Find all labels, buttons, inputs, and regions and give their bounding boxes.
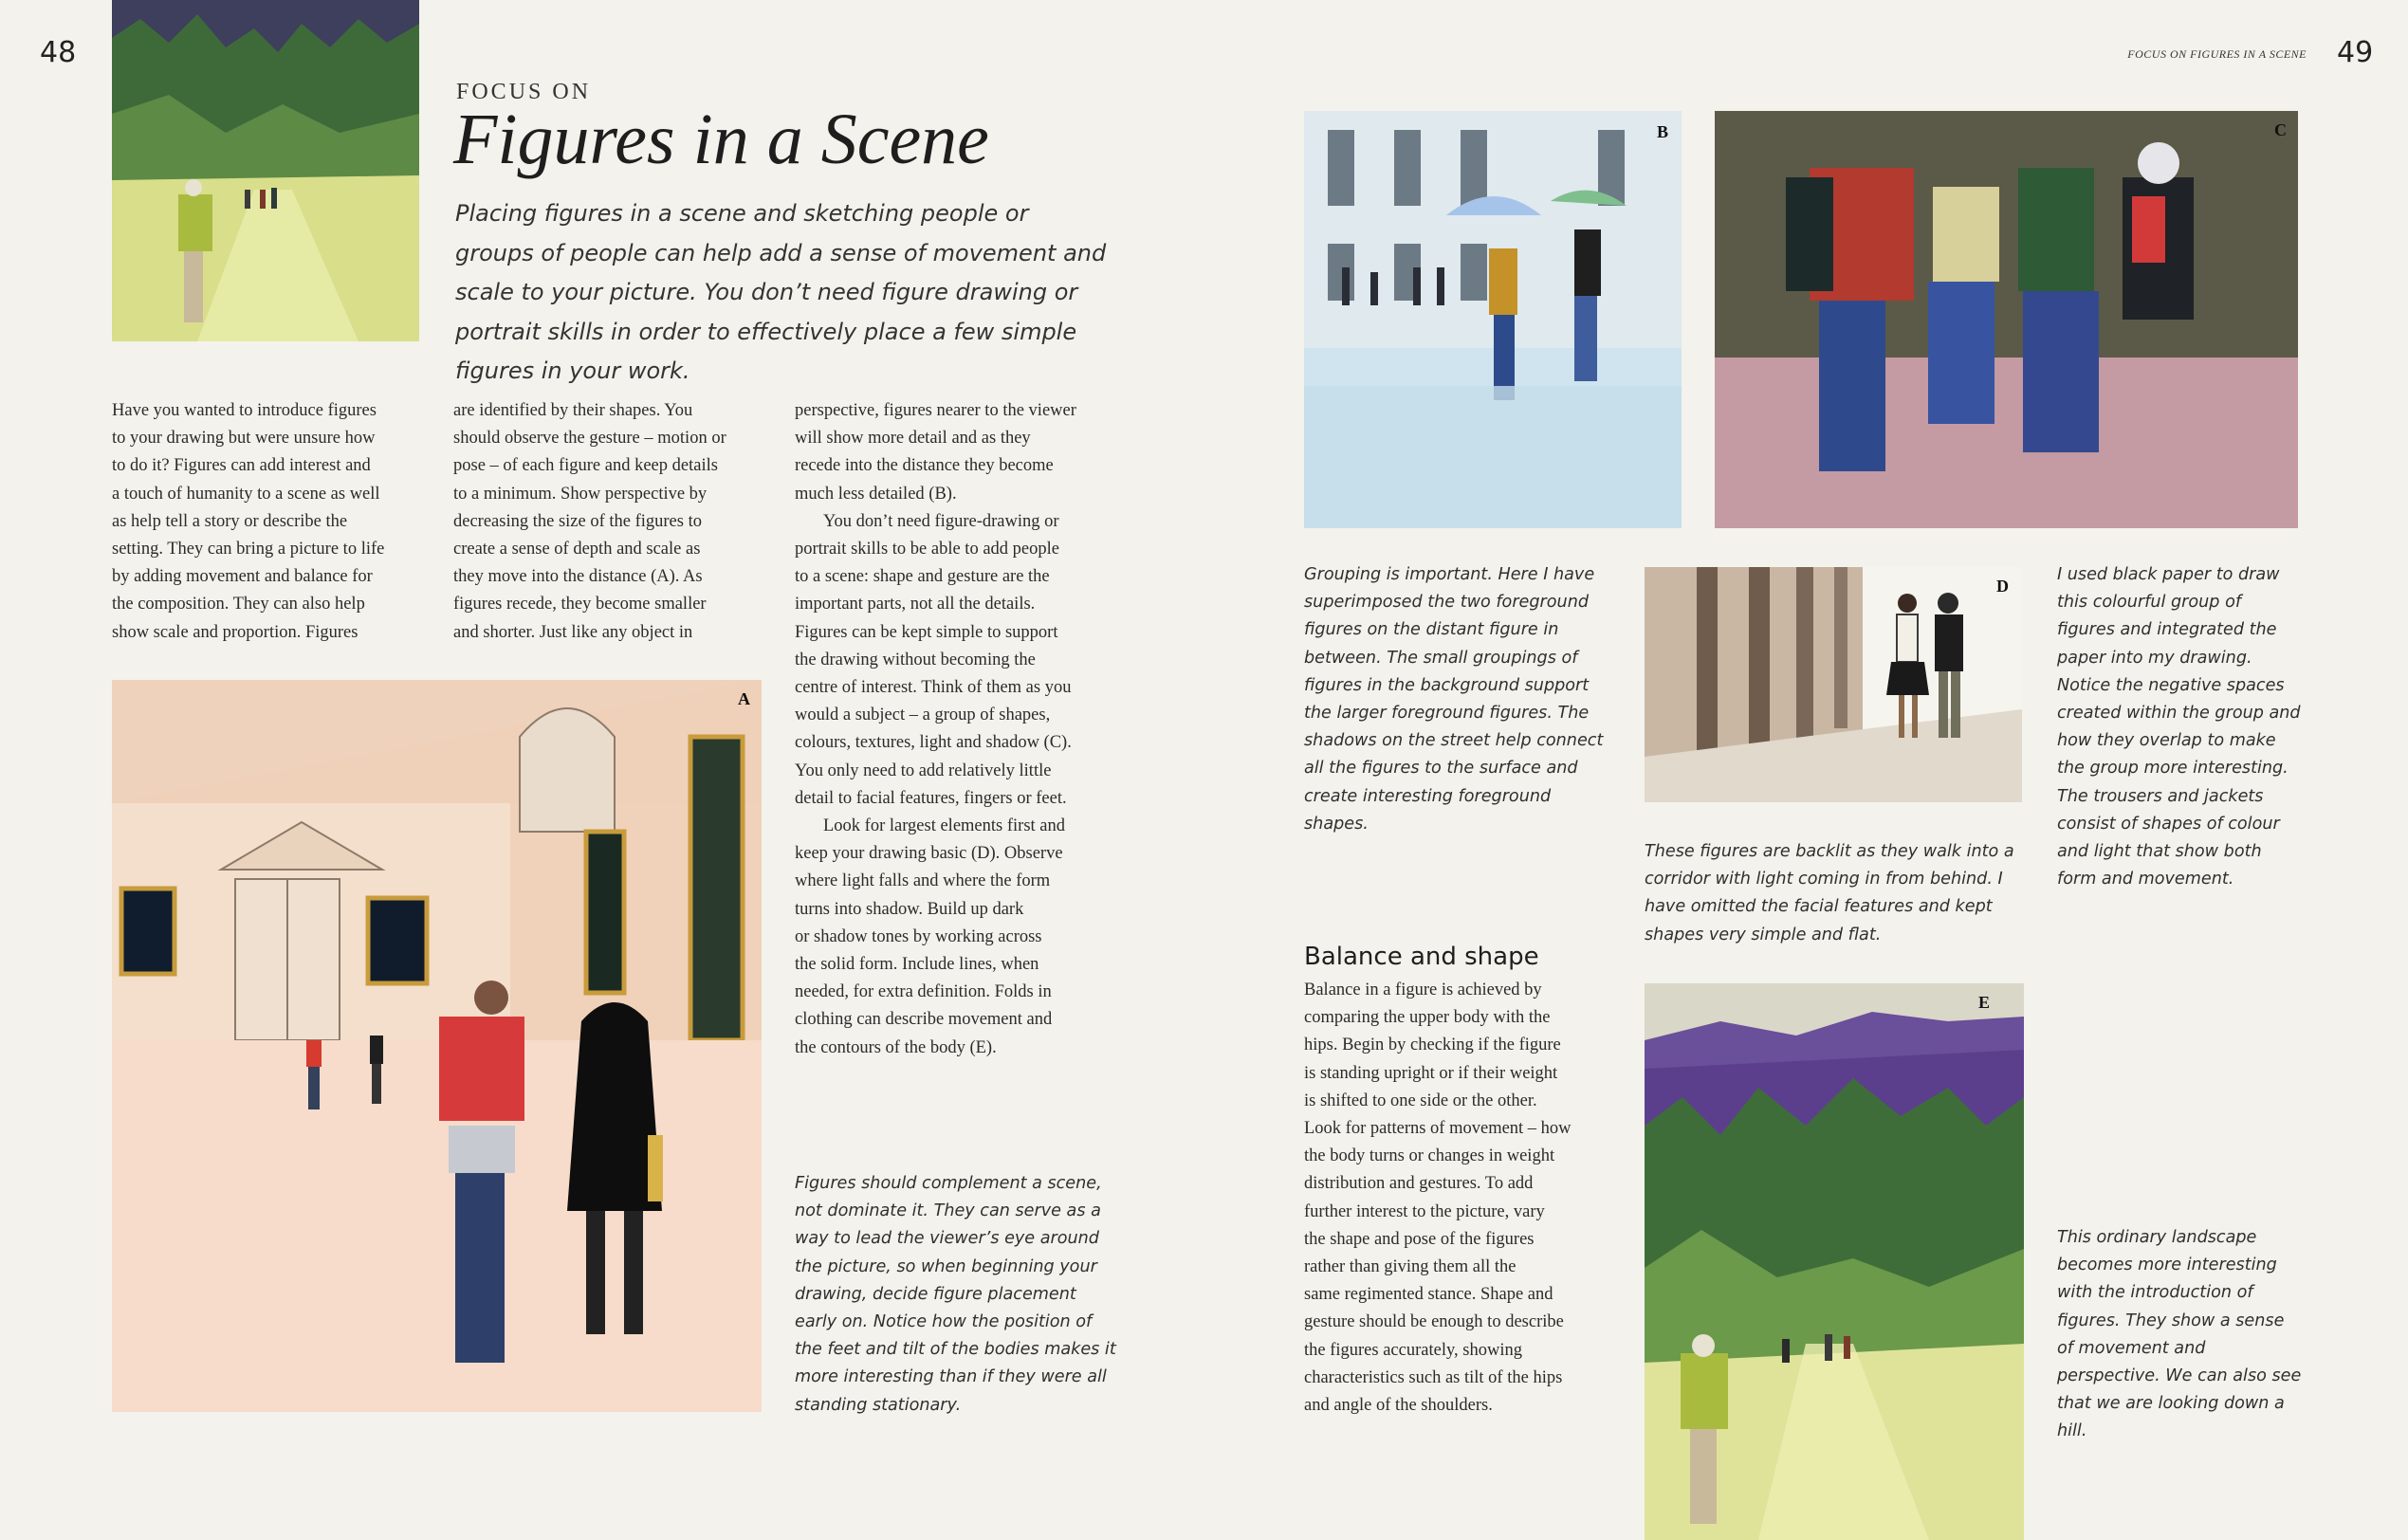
image-label-d: D [1996,577,2009,596]
col2-line: create a sense of depth and scale as [453,540,701,559]
col3-line: keep your drawing basic (D). Observe [795,844,1063,864]
balance-line: same regimented stance. Shape and [1304,1285,1553,1305]
col2-line: decreasing the size of the figures to [453,511,702,531]
col3-line: needed, for extra definition. Folds in [795,982,1052,1002]
col1-line: to do it? Figures can add interest and [112,456,371,476]
body-column-2 [453,397,776,647]
col2-line: they move into the distance (A). As [453,567,703,587]
page-number-left: 48 [40,36,77,69]
col3-line: Look for largest elements first and [823,816,1065,836]
caption-b: Grouping is important. Here I have superimposed the two foreground figures on the distant figure in between. The small groupings of figures in the background support the larger foreground figures. The shadows on the street help connect all the figures to the surface and create interesting foreground shapes. [1304,565,1604,834]
col3-line: turns into shadow. Build up dark [795,899,1024,919]
caption-e: This ordinary landscape becomes more interesting with the introduction of figures. They show a sense of movement and perspective. We can also see that we are looking down a hill. [2057,1228,2302,1441]
body-column-3 [795,397,1117,1062]
balance-line: gesture should be enough to describe [1304,1312,1564,1332]
running-header: FOCUS ON FIGURES IN A SCENE [2127,47,2307,61]
balance-line: Look for patterns of movement – how [1304,1119,1572,1139]
caption-c: I used black paper to draw this colourful group of figures and integrated the paper into my drawing. Notice the negative spaces created within the group and how they overlap to make the group more interesting. The trousers and jackets consist of shapes of colour and light that show both form and movement. [2057,565,2301,889]
kicker: FOCUS ON [456,80,592,104]
landscape-image-e [1645,983,2024,1540]
col3-line: important parts, not all the details. [795,595,1036,614]
balance-line: the body turns or changes in weight [1304,1146,1555,1166]
col3-line: will show more detail and as they [795,429,1031,449]
balance-subhead: Balance and shape [1304,943,1539,971]
balance-line: and angle of the shoulders. [1304,1396,1493,1416]
col2-line: to a minimum. Show perspective by [453,484,708,504]
balance-line: rather than giving them all the [1304,1257,1516,1277]
col2-line: are identified by their shapes. You [453,401,693,420]
balance-text [1304,977,1617,1420]
col3-line: or shadow tones by working across [795,926,1042,946]
col2-line: figures recede, they become smaller [453,595,707,614]
balance-line: Balance in a figure is achieved by [1304,981,1542,999]
col3-line: You only need to add relatively little [795,761,1052,780]
col3-line: recede into the distance they become [795,456,1054,476]
col1-line: by adding movement and balance for [112,567,373,587]
corridor-image-d [1645,567,2022,802]
col1-line: show scale and proportion. Figures [112,622,358,642]
col3-line: centre of interest. Think of them as you [795,678,1072,698]
col3-line: Figures can be kept simple to support [795,622,1058,642]
caption-d: These figures are backlit as they walk into a corridor with light coming in from behind. I have omitted the facial features and kept shapes very simple and flat. [1645,842,2014,944]
balance-line: is shifted to one side or the other. [1304,1091,1537,1110]
balance-line: characteristics such as tilt of the hips [1304,1367,1563,1387]
page-title: Figures in a Scene [453,100,989,179]
col2-line: and shorter. Just like any object in [453,622,693,642]
caption-a: Figures should complement a scene, not dominate it. They can serve as a way to lead the viewer’s eye around the picture, so when beginning your drawing, decide figure placement early on. Notice how the position of the feet and tilt of the bodies makes it more interesting than if they were all standing stationary. [795,1174,1116,1415]
col3-line: clothing can describe movement and [795,1010,1053,1030]
balance-line: hips. Begin by checking if the figure [1304,1036,1561,1055]
col3-line: would a subject – a group of shapes, [795,706,1051,725]
col3-line: the drawing without becoming the [795,650,1036,669]
col3-line: the solid form. Include lines, when [795,955,1039,975]
col3-line: much less detailed (B). [795,484,957,504]
col3-line: where light falls and where the form [795,871,1051,891]
col1-line: the composition. They can also help [112,595,365,614]
balance-line: further interest to the picture, vary [1304,1201,1545,1221]
col2-line: should observe the gesture – motion or [453,429,726,449]
balance-line: comparing the upper body with the [1304,1008,1551,1028]
group-image-c [1715,111,2298,528]
col1-line: as help tell a story or describe the [112,511,348,531]
col3-line: detail to facial features, fingers or feet. [795,788,1067,808]
image-label-b: B [1656,122,1668,141]
balance-line: is standing upright or if their weight [1304,1063,1558,1083]
col1-line: Have you wanted to introduce figures [112,401,377,420]
page-number-right: 49 [2337,36,2374,69]
col1-line: to your drawing but were unsure how [112,429,376,449]
intro-text: Placing figures in a scene and sketching people or groups of people can help add a sense of movement and scale to your picture. You don’t need figure drawing or portrait skills in order to effectively place a few simple figures in your work. [455,200,1107,384]
body-column-1 [112,397,425,647]
gallery-image-a [112,680,762,1412]
thumbnail-landscape-image [112,0,419,341]
col3-line: portrait skills to be able to add people [795,540,1059,559]
balance-line: distribution and gestures. To add [1304,1174,1534,1194]
col3-line: perspective, figures nearer to the viewer [795,401,1076,420]
col3-line: to a scene: shape and gesture are the [795,567,1050,587]
col2-line: pose – of each figure and keep details [453,456,718,476]
col3-line: the contours of the body (E). [795,1037,997,1057]
col3-line: colours, textures, light and shadow (C). [795,733,1072,753]
col3-line: You don’t need figure-drawing or [823,511,1059,531]
balance-line: the shape and pose of the figures [1304,1229,1535,1249]
col1-line: a touch of humanity to a scene as well [112,484,380,504]
balance-line: the figures accurately, showing [1304,1340,1522,1360]
image-label-c: C [2274,120,2287,139]
col1-line: setting. They can bring a picture to life [112,540,385,559]
image-label-e: E [1977,993,1990,1012]
umbrella-image-b [1304,111,1682,528]
image-label-a: A [738,689,750,708]
